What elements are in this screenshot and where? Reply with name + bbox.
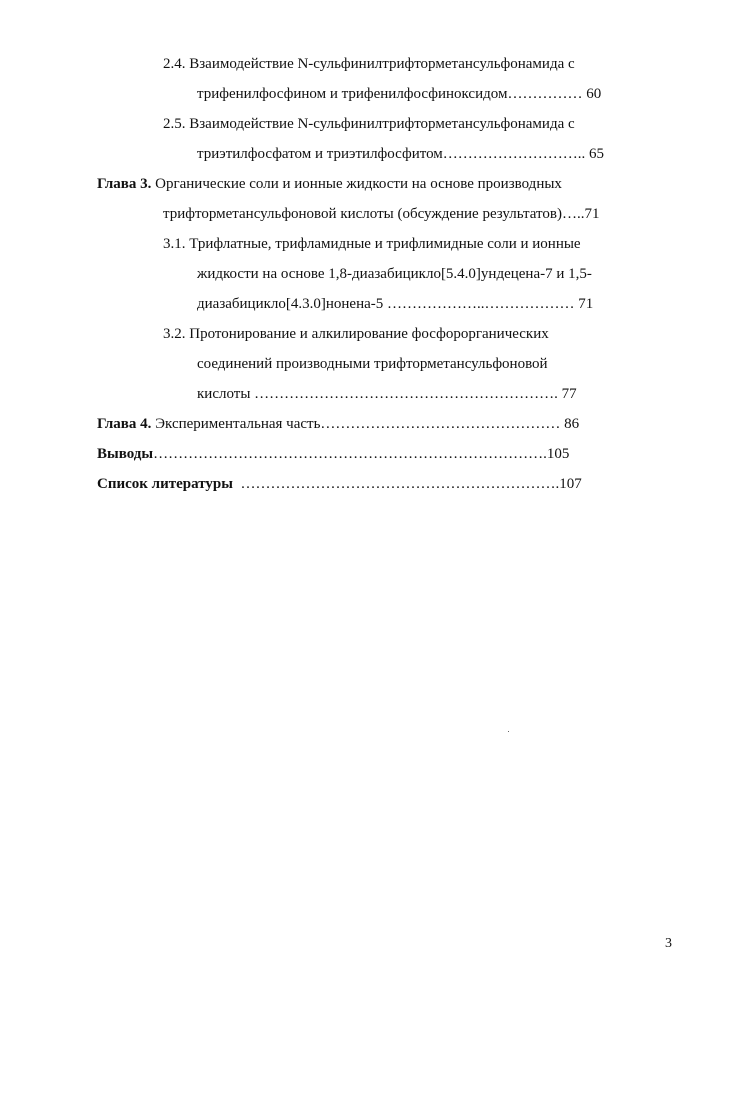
toc-conclusions-label: Выводы [97, 446, 154, 462]
toc-references-label: Список литературы [97, 476, 233, 492]
toc-chapter-3-line1 [97, 174, 562, 194]
toc-chapter-4-title: Экспериментальная часть………………………………………… 86 [151, 416, 580, 432]
toc-entry-3-1-line1: 3.1. Трифлатные, трифламидные и трифлимидные соли и ионные [163, 236, 581, 252]
scan-speck [508, 731, 509, 732]
toc-entry-2-5-line1: 2.5. Взаимодействие N-сульфинилтрифторметансульфонамида с [163, 116, 575, 132]
toc-conclusions-leader: …………………………………………………………………….105 [153, 446, 570, 462]
toc-chapter-3-title: Органические соли и ионные жидкости на основе производных [151, 176, 562, 192]
toc-entry-2-5-line2: триэтилфосфатом и триэтилфосфитом……………………….. 65 [197, 146, 605, 162]
toc-references-leader: ……………………………………………………….107 [232, 476, 582, 492]
toc-entry-2-4-line1: 2.4. Взаимодействие N-сульфинилтрифторметансульфонамида с [163, 56, 575, 72]
toc-chapter-4 [97, 414, 579, 434]
toc-entry-3-2-line2: соединений производными трифторметансульфоновой [197, 356, 548, 372]
toc-conclusions [97, 444, 569, 464]
toc-chapter-3-line2: трифторметансульфоновой кислоты (обсуждение результатов)…..71 [163, 206, 600, 222]
page-number: 3 [665, 936, 672, 951]
toc-references [97, 474, 582, 494]
toc-entry-3-2-line1: 3.2. Протонирование и алкилирование фосфорорганических [163, 326, 549, 342]
toc-entry-3-1-line3: диазабицикло[4.3.0]нонена-5 ………………..……………… 71 [197, 296, 594, 312]
toc-entry-3-2-line3: кислоты ……………………………………………………. 77 [197, 386, 577, 402]
toc-chapter-3-label: Глава 3. [97, 176, 152, 192]
toc-chapter-4-label: Глава 4. [97, 416, 152, 432]
toc-entry-2-4-line2: трифенилфосфином и трифенилфосфиноксидом…………… 60 [197, 86, 602, 102]
toc-entry-3-1-line2: жидкости на основе 1,8-диазабицикло[5.4.0]ундецена-7 и 1,5- [197, 266, 592, 282]
